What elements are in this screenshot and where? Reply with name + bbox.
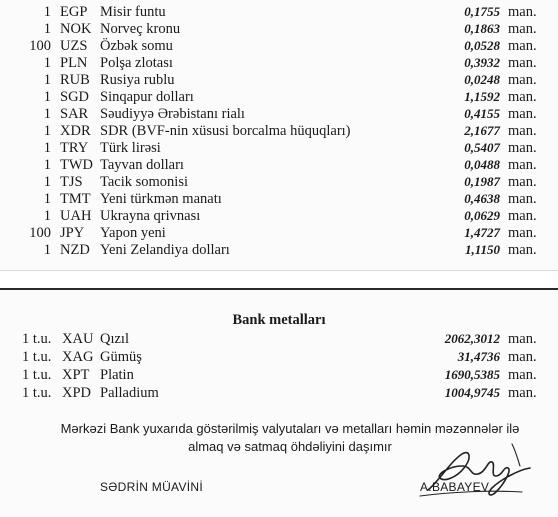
currency-rate: 2,1677: [464, 123, 500, 138]
currency-code: SGD: [60, 89, 90, 105]
currency-unit: man.: [508, 106, 537, 122]
currency-unit: man.: [508, 123, 537, 139]
currency-quantity: 1: [43, 242, 51, 258]
currency-row: [0, 173, 558, 191]
currency-code: TMT: [60, 191, 91, 207]
metal-rate: 1004,9745: [444, 385, 500, 400]
currency-name: Norveç kronu: [100, 21, 181, 37]
currency-quantity: 1: [43, 140, 51, 156]
currency-quantity: 1: [43, 123, 51, 139]
currency-quantity: 100: [29, 38, 51, 54]
currency-unit: man.: [508, 225, 537, 241]
metal-name: Palladium: [100, 385, 159, 401]
currency-row: [0, 139, 558, 157]
currency-name: Özbək somu: [100, 38, 173, 54]
currency-name: Tayvan dolları: [100, 157, 184, 173]
metal-row: [0, 366, 558, 384]
currency-code: TJS: [60, 174, 83, 190]
metals-section-title: Bank metalları: [232, 312, 326, 328]
metal-name: Platin: [100, 367, 134, 383]
currency-name: Yeni türkmən manatı: [100, 191, 222, 207]
currency-unit: man.: [508, 174, 537, 190]
metal-unit: man.: [508, 331, 537, 347]
currency-rate: 1,4727: [464, 225, 500, 240]
currency-name: Ukrayna qrivnası: [100, 208, 201, 224]
currency-quantity: 1: [43, 174, 51, 190]
currency-code: UZS: [60, 38, 88, 54]
currency-rate: 0,0629: [464, 208, 500, 223]
currency-quantity: 1: [43, 89, 51, 105]
metal-code: XAG: [62, 349, 94, 365]
disclaimer-line-1: Mərkəzi Bank yuxarıda göstərilmiş valyutaları və metalları həmin məzənnələr ilə: [60, 421, 520, 436]
currency-code: SAR: [60, 106, 89, 122]
signer-title: SƏDRİN MÜAVİNİ: [100, 480, 204, 494]
currency-quantity: 1: [43, 106, 51, 122]
metal-rate: 2062,3012: [444, 331, 500, 346]
metal-unit: man.: [508, 349, 537, 365]
metal-row: [0, 384, 558, 402]
metal-quantity: 1 t.u.: [22, 385, 52, 401]
currency-code: PLN: [60, 55, 88, 71]
currency-row: [0, 190, 558, 208]
page-gap: [0, 270, 558, 289]
currency-unit: man.: [508, 140, 537, 156]
currency-unit: man.: [508, 89, 537, 105]
currency-row: [0, 3, 558, 21]
currency-code: NOK: [60, 21, 92, 37]
currency-unit: man.: [508, 72, 537, 88]
currency-name: Türk lirəsi: [100, 140, 161, 156]
currency-row: [0, 37, 558, 55]
metal-code: XAU: [62, 331, 94, 347]
metal-quantity: 1 t.u.: [22, 367, 52, 383]
currency-name: Misir funtu: [100, 4, 166, 20]
currency-rate: 0,1863: [464, 21, 500, 36]
currency-unit: man.: [508, 21, 537, 37]
currency-code: TRY: [60, 140, 89, 156]
currency-quantity: 1: [43, 72, 51, 88]
currency-unit: man.: [508, 38, 537, 54]
currency-rate: 1,1150: [464, 242, 500, 257]
currency-row: [0, 224, 558, 242]
currency-quantity: 100: [29, 225, 51, 241]
currency-row: [0, 54, 558, 72]
currency-code: TWD: [60, 157, 94, 173]
metal-unit: man.: [508, 385, 537, 401]
signer-name: A.BABAYEV: [420, 480, 490, 494]
metal-name: Gümüş: [100, 349, 142, 365]
currency-name: Səudiyyə Ərəbistanı rialı: [100, 106, 245, 122]
currency-rate: 1,1592: [464, 89, 500, 104]
currency-quantity: 1: [43, 191, 51, 207]
currency-rate: 0,3932: [464, 55, 500, 70]
metal-quantity: 1 t.u.: [22, 349, 52, 365]
currency-quantity: 1: [43, 55, 51, 71]
currency-name: Tacik somonisi: [100, 174, 188, 190]
currency-quantity: 1: [43, 4, 51, 20]
disclaimer-line-2: almaq və satmaq öhdəliyini daşımır: [188, 439, 392, 454]
currency-row: [0, 105, 558, 123]
currency-name: Sinqapur dolları: [100, 89, 194, 105]
currency-unit: man.: [508, 242, 537, 258]
currency-code: XDR: [60, 123, 91, 139]
currency-name: Yeni Zelandiya dolları: [100, 242, 230, 258]
currency-row: [0, 88, 558, 106]
currency-quantity: 1: [43, 157, 51, 173]
currency-rate: 0,0488: [464, 157, 500, 172]
metal-rate: 1690,5385: [444, 367, 500, 382]
currency-row: [0, 207, 558, 225]
metal-code: XPT: [62, 367, 90, 383]
currency-rate: 0,0248: [464, 72, 500, 87]
currency-code: RUB: [60, 72, 90, 88]
currency-rate: 0,4638: [464, 191, 500, 206]
currency-name: Yapon yeni: [100, 225, 166, 241]
currency-quantity: 1: [43, 208, 51, 224]
metal-row: [0, 348, 558, 366]
currency-unit: man.: [508, 55, 537, 71]
currency-rate: 0,1755: [464, 4, 500, 19]
metal-rate: 31,4736: [457, 349, 500, 364]
currency-name: SDR (BVF-nin xüsusi borcalma hüquqları): [100, 123, 351, 139]
currency-code: EGP: [60, 4, 88, 20]
currency-rate: 0,1987: [464, 174, 500, 189]
currency-quantity: 1: [43, 21, 51, 37]
currency-code: UAH: [60, 208, 92, 224]
metal-code: XPD: [62, 385, 92, 401]
currency-unit: man.: [508, 208, 537, 224]
currency-name: Rusiya rublu: [100, 72, 175, 88]
metal-row: [0, 330, 558, 348]
metal-quantity: 1 t.u.: [22, 331, 52, 347]
metal-name: Qızıl: [100, 331, 129, 347]
currency-row: [0, 20, 558, 38]
currency-name: Polşa zlotası: [100, 55, 173, 71]
currency-rate: 0,5407: [464, 140, 500, 155]
currency-code: JPY: [60, 225, 85, 241]
currency-rate: 0,0528: [464, 38, 500, 53]
currency-row: [0, 241, 558, 259]
currency-row: [0, 122, 558, 140]
currency-unit: man.: [508, 191, 537, 207]
currency-unit: man.: [508, 157, 537, 173]
currency-row: [0, 71, 558, 89]
currency-unit: man.: [508, 4, 537, 20]
metal-unit: man.: [508, 367, 537, 383]
currency-code: NZD: [60, 242, 90, 258]
currency-rate: 0,4155: [464, 106, 500, 121]
currency-row: [0, 156, 558, 174]
